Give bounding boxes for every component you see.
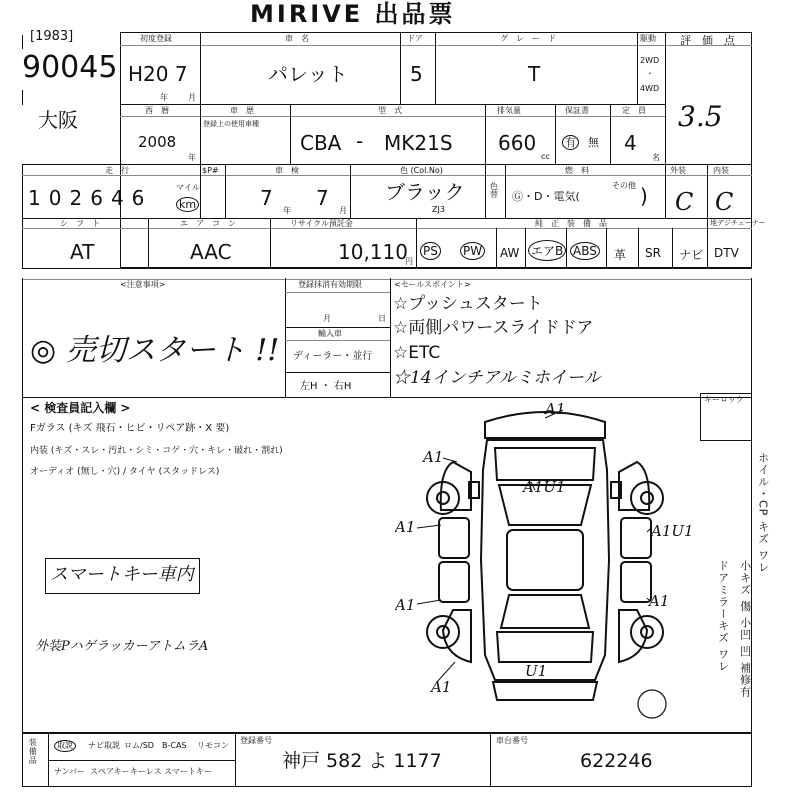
history-label: 車 歴 [230, 106, 254, 115]
bracket-number: [1983] [30, 29, 74, 44]
cc-label: 排気量 [497, 106, 521, 115]
mileage-digits: 102646 [28, 186, 153, 210]
keylock-label: キーロック [704, 395, 744, 404]
capacity-value: 4 [624, 131, 637, 155]
handle-option: 左H ・ 右H [300, 381, 352, 392]
inspector-title: < 検査員記入欄 > [30, 401, 131, 415]
footer-item-spare-key: スペアキー [90, 767, 130, 776]
equip-abs: ABS [570, 240, 600, 260]
year-value: 2008 [138, 133, 177, 151]
ac-value: AAC [190, 240, 232, 264]
deregistration-label: 登録抹消有効期限 [298, 280, 362, 289]
damage-mark-left-rear: A1 [395, 596, 416, 614]
damage-mark-hood: A1U1 [523, 478, 566, 496]
year-label: 西 暦 [145, 106, 169, 115]
import-label: 輸入車 [318, 329, 342, 338]
damage-mark-left-door: A1 [395, 518, 416, 536]
inspection-year: 7 [260, 186, 273, 210]
damage-mark-roof: A1 [545, 400, 566, 418]
equip-ps: PS [420, 240, 441, 260]
footer-item-navi-manual: ナビ取説 [88, 741, 120, 750]
sales-point-3: ☆ETC [393, 343, 441, 363]
shift-label: シ フ ト [60, 219, 100, 228]
left-tick-2 [22, 90, 23, 105]
left-tick [22, 35, 23, 49]
caution-text: ◎ 売切スタート !! [30, 333, 280, 368]
inspection-month: 7 [316, 186, 329, 210]
door-label: ドア [407, 34, 423, 43]
reg-date-value: H20 7 [128, 62, 188, 86]
ac-label: エ ア コ ン [180, 219, 236, 228]
fuel-label: 燃 料 [565, 166, 589, 175]
footer-item-plate: ナンバー [54, 767, 86, 776]
smartkey-note: スマートキー車内 [50, 564, 194, 585]
equip-aw: AW [500, 246, 520, 260]
mileage-unit-km: km [176, 197, 199, 212]
grade-value: T [528, 62, 541, 86]
footer-item-smart-key: スマートキー [164, 767, 212, 776]
damage-mark-right-door: A1U1 [651, 522, 694, 540]
legend-col-1: ホイル・CP キズ ワレ [756, 452, 770, 574]
interior-line: 内装 (キズ・スレ・汚れ・シミ・コゲ・穴・キレ・破れ・割れ) [30, 446, 283, 456]
footer-item-manual: 取説 [54, 740, 76, 752]
equip-dtv: DTV [714, 246, 739, 260]
door-value: 5 [410, 62, 423, 86]
grade-label: グ レ ー ド [500, 34, 556, 43]
recycle-value: 10,110 [338, 240, 408, 264]
damage-mark-front-left: A1 [423, 448, 444, 466]
footer-item-keyless: キーレス [130, 767, 162, 776]
exterior-note: 外装PハゲラッカーアトムラA [35, 639, 209, 654]
damage-mark-rear-bumper: A1 [431, 678, 452, 696]
warranty-label: 保証書 [565, 106, 589, 115]
recycle-label: リサイクル預託金 [290, 219, 353, 228]
color-label: 色 (Col.No) [400, 166, 443, 175]
plate-label: 登録番号 [240, 736, 272, 745]
footer-item-remote: リモコン [197, 741, 229, 750]
inspection-label: 車 検 [275, 166, 299, 175]
tuner-label: 地デジチューナー [710, 219, 766, 227]
equip-pw: PW [460, 240, 485, 260]
damage-mark-trunk: U1 [525, 662, 548, 680]
chassis-label: 車台番号 [496, 736, 528, 745]
exterior-grade-label: 外装 [670, 166, 686, 175]
reg-date-label: 初度登録 [140, 34, 172, 43]
score-label: 評 価 点 [680, 34, 735, 47]
capacity-label: 定 員 [622, 106, 646, 115]
location: 大阪 [38, 108, 78, 132]
score-value: 3.5 [678, 100, 723, 133]
model-label: 型 式 [378, 106, 402, 115]
car-name-value: パレット [268, 62, 348, 86]
model-value: MK21S [384, 131, 453, 155]
sales-point-1: ☆プッシュスタート [393, 294, 543, 314]
caution-label: <注意事項> [120, 280, 166, 289]
repaint-label: 色替 [490, 182, 498, 199]
equip-airbag: エアB [528, 240, 566, 261]
sales-point-4: ☆14インチアルミホイール [393, 368, 601, 388]
cc-value: 660 [498, 131, 537, 155]
footer-equipment-label: 装備品 [28, 738, 38, 765]
legend-col-3: ドアミラーキズ ワレ [716, 560, 730, 673]
warranty-no: 無 [588, 136, 599, 149]
interior-grade-label: 内装 [713, 166, 729, 175]
footer-item-rom: ロム/SD [124, 741, 154, 750]
drive-label: 駆動 [640, 34, 656, 43]
damage-mark-right-rear: A1 [649, 592, 670, 610]
glass-line: Fガラス (キズ 飛石・ヒビ・リペア跡・X 要) [30, 423, 230, 434]
sales-points-label: <セールスポイント> [394, 280, 471, 289]
plate-value: 神戸 582 よ 1177 [282, 750, 442, 772]
legend-col-2: 小キズ 傷 小凹 凹 補修有 [738, 560, 752, 698]
warranty-yes: 有 [562, 135, 579, 150]
color-value: ブラック [385, 180, 465, 204]
car-diagram [395, 400, 705, 720]
color-code: ZJ3 [432, 205, 445, 214]
equip-leather: 革 [614, 248, 627, 262]
sales-point-2: ☆両側パワースライドドア [393, 318, 594, 338]
equipment-label: 純 正 装 備 品 [535, 219, 607, 228]
lot-number: 90045 [22, 50, 118, 85]
page-title: MIRIVE 出品票 [250, 0, 456, 28]
model-prefix: CBA [300, 131, 342, 155]
audio-tire-line: オーディオ (無し・穴) / タイヤ (スタッドレス) [30, 467, 220, 477]
fuel-options: Ⓖ・D・電気( [512, 190, 580, 203]
history-note: 登録上の使用車種 [203, 120, 259, 128]
equip-navi: ナビ [679, 248, 704, 262]
car-name-label: 車 名 [285, 34, 309, 43]
dealer-option: ディーラー・並行 [293, 351, 373, 362]
shift-value: AT [70, 240, 95, 264]
mileage-label: 走 行 [105, 166, 129, 175]
exterior-grade-value: C [675, 188, 694, 216]
footer-item-bcas: B-CAS [162, 741, 187, 750]
mileage-unit-mile: マイル [176, 183, 200, 192]
sp-label: $P# [202, 166, 219, 175]
interior-grade-value: C [715, 188, 734, 216]
chassis-value: 622246 [580, 750, 653, 772]
equip-sunroof: SR [645, 246, 661, 260]
